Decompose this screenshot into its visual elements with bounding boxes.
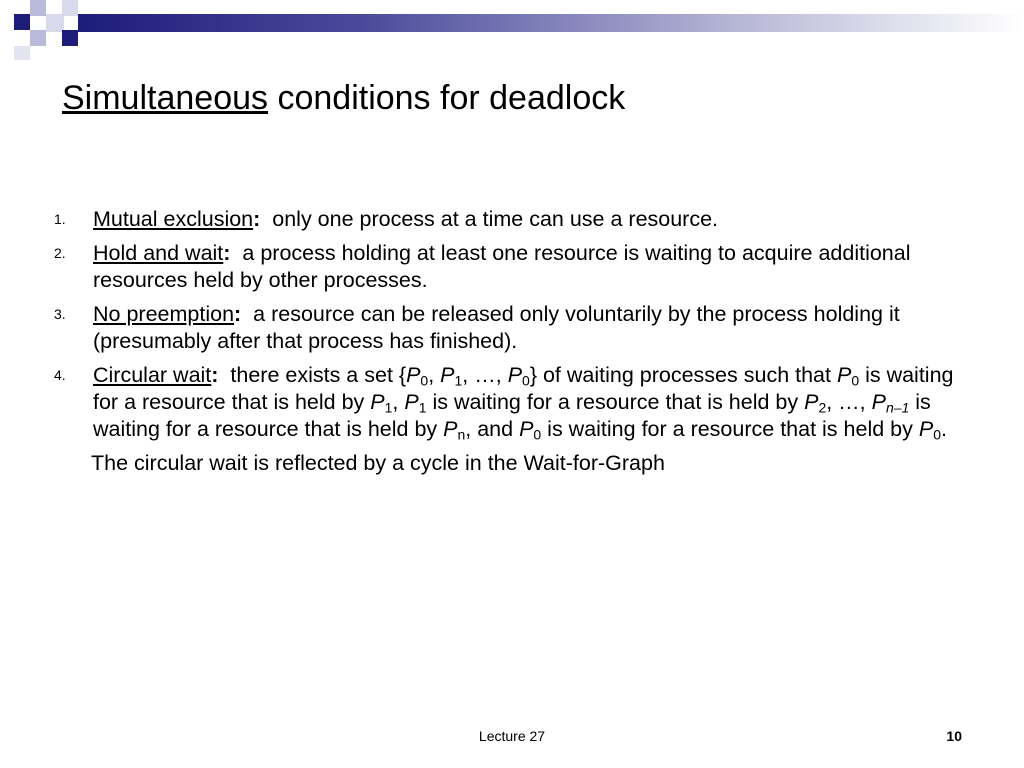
text-segment: is waiting for a resource that is held by bbox=[541, 417, 919, 441]
process-index: 0 bbox=[533, 426, 542, 443]
list-number: 4. bbox=[54, 367, 66, 383]
process-symbol: P bbox=[443, 417, 458, 441]
text-segment: , bbox=[392, 390, 405, 414]
page-number: 10 bbox=[946, 728, 962, 744]
decor-square bbox=[62, 0, 78, 16]
process-index: 2 bbox=[818, 399, 827, 416]
process-index: 0 bbox=[420, 372, 429, 389]
decor-square bbox=[14, 14, 30, 30]
process-symbol: P bbox=[871, 390, 886, 414]
process-symbol: P bbox=[406, 363, 421, 387]
condition-text: only one process at a time can use a resource. bbox=[260, 207, 719, 231]
list-item bbox=[54, 206, 954, 233]
process-index: 1 bbox=[418, 399, 427, 416]
process-symbol: P bbox=[836, 363, 852, 387]
process-symbol: P bbox=[507, 363, 523, 387]
process-symbol: P bbox=[804, 390, 819, 414]
footer-lecture-label: Lecture 27 bbox=[478, 728, 546, 744]
process-index: 0 bbox=[933, 426, 941, 443]
cycle-note: The circular wait is reflected by a cycle in the Wait-for-Graph bbox=[91, 451, 665, 475]
condition-list bbox=[54, 206, 960, 477]
term-colon: : bbox=[223, 241, 231, 265]
text-segment: , bbox=[428, 363, 441, 387]
condition-text bbox=[93, 363, 959, 441]
list-number: 2. bbox=[54, 245, 66, 261]
title-rest: conditions for deadlock bbox=[268, 79, 626, 117]
process-index: 0 bbox=[522, 372, 530, 389]
header-gradient-band bbox=[78, 14, 1024, 32]
process-index: n–1 bbox=[885, 399, 910, 416]
term-colon: : bbox=[234, 302, 242, 326]
condition-term: No preemption bbox=[93, 302, 235, 326]
slide-title bbox=[62, 78, 625, 118]
term-colon: : bbox=[253, 207, 261, 231]
process-index: 1 bbox=[454, 372, 463, 389]
list-item bbox=[54, 240, 954, 294]
condition-text: a process holding at least one resource is waiting to acquire additional resources held by other processes. bbox=[93, 241, 917, 292]
text-segment: is waiting for a resource that is held by bbox=[93, 363, 960, 414]
list-item bbox=[54, 362, 960, 443]
process-symbol: P bbox=[918, 417, 934, 441]
text-segment: is waiting for a resource that is held by bbox=[93, 390, 937, 441]
condition-term: Hold and wait bbox=[93, 241, 224, 265]
condition-text: a resource can be released only voluntarily by the process holding it (presumably after that process has finished). bbox=[93, 302, 906, 353]
decor-square bbox=[30, 30, 46, 46]
list-number: 3. bbox=[54, 306, 66, 322]
process-symbol: P bbox=[404, 390, 419, 414]
list-item bbox=[54, 301, 954, 355]
process-index: n bbox=[457, 426, 466, 443]
decor-square bbox=[30, 0, 46, 16]
title-underlined-word: Simultaneous bbox=[62, 79, 269, 117]
text-segment: , …, bbox=[826, 390, 872, 414]
process-symbol: P bbox=[370, 390, 385, 414]
decor-square bbox=[62, 30, 78, 46]
text-segment: } of waiting processes such that bbox=[529, 363, 837, 387]
text-segment: there exists a set { bbox=[218, 363, 407, 387]
text-segment: , and bbox=[465, 417, 520, 441]
condition-term: Circular wait bbox=[93, 363, 212, 387]
text-segment: is waiting for a resource that is held by bbox=[426, 390, 805, 414]
process-symbol: P bbox=[440, 363, 455, 387]
list-number: 1. bbox=[54, 211, 66, 227]
term-colon: : bbox=[211, 363, 219, 387]
process-index: 1 bbox=[384, 399, 393, 416]
condition-term: Mutual exclusion bbox=[93, 207, 254, 231]
process-symbol: P bbox=[519, 417, 534, 441]
process-index: 0 bbox=[851, 372, 860, 389]
text-segment: , …, bbox=[462, 363, 508, 387]
text-segment: . bbox=[940, 417, 947, 441]
decor-square bbox=[14, 46, 30, 60]
